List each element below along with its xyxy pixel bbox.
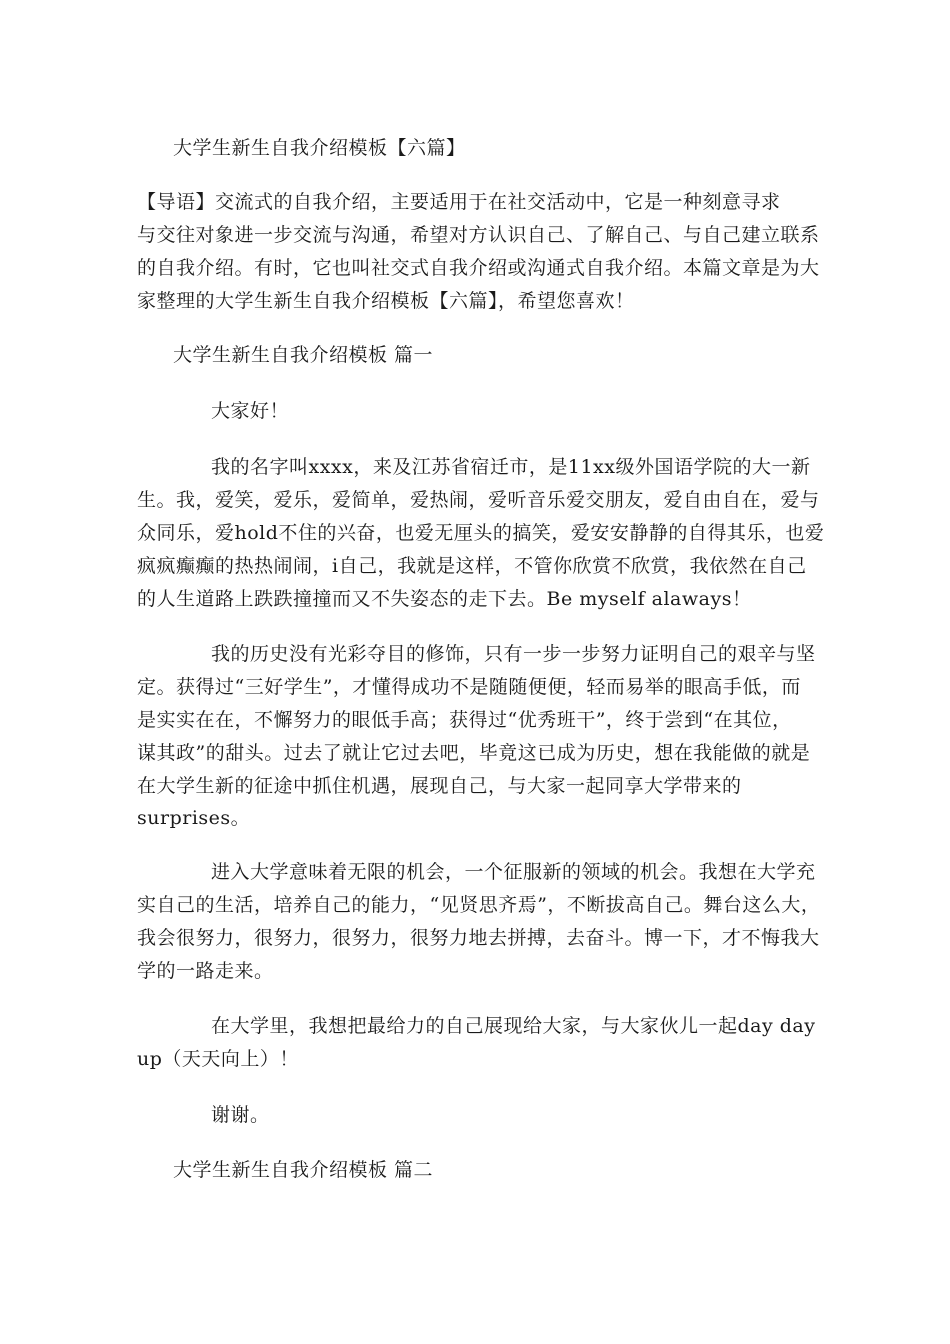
paragraph-line: 在大学生新的征途中抓住机遇，展现自己，与大家一起同享大学带来的 xyxy=(137,775,742,797)
intro-line: 与交往对象进一步交流与沟通，希望对方认识自己、了解自己、与自己建立联系 xyxy=(137,224,820,246)
paragraph-line: surprises。 xyxy=(137,807,251,829)
intro-line: 的自我介绍。有时，它也叫社交式自我介绍或沟通式自我介绍。本篇文章是为大 xyxy=(137,257,820,279)
section-heading: 大学生新生自我介绍模板 篇一 xyxy=(173,344,434,366)
greeting: 大家好！ xyxy=(211,400,290,422)
paragraph-line: 的人生道路上跌跌撞撞而又不失姿态的走下去。Be myself alaways！ xyxy=(137,588,752,610)
paragraph-line: 众同乐，爱hold不住的兴奋，也爱无厘头的搞笑，爱安安静静的自得其乐，也爱 xyxy=(137,522,825,544)
paragraph-line: 生。我，爱笑，爱乐，爱简单，爱热闹，爱听音乐爱交朋友，爱自由自在，爱与 xyxy=(137,489,820,511)
paragraph-line: 谋其政”的甜头。过去了就让它过去吧，毕竟这已成为历史，想在我能做的就是 xyxy=(137,742,811,764)
paragraph-line: 学的一路走来。 xyxy=(137,960,274,982)
thanks-line: 谢谢。 xyxy=(211,1104,270,1126)
paragraph-line: 我的历史没有光彩夺目的修饰，只有一步一步努力证明自己的艰辛与坚 xyxy=(211,643,816,665)
intro-line: 【导语】交流式的自我介绍，主要适用于在社交活动中，它是一种刻意寻求 xyxy=(137,191,781,213)
paragraph-line: 我的名字叫xxxx，来及江苏省宿迁市，是11xx级外国语学院的大一新 xyxy=(211,456,811,478)
paragraph-line: 实自己的生活，培养自己的能力，“见贤思齐焉”，不断拔高自己。舞台这么大， xyxy=(137,894,821,916)
section-heading: 大学生新生自我介绍模板 篇二 xyxy=(173,1159,434,1181)
intro-line: 家整理的大学生新生自我介绍模板【六篇】，希望您喜欢！ xyxy=(137,290,635,312)
paragraph-line: 疯疯癫癫的热热闹闹，i自己，我就是这样，不管你欣赏不欣赏，我依然在自己 xyxy=(137,555,807,577)
paragraph-line: 定。获得过“三好学生”，才懂得成功不是随随便便，轻而易举的眼高手低，而 xyxy=(137,676,801,698)
document-title: 大学生新生自我介绍模板【六篇】 xyxy=(173,137,466,159)
paragraph-line: 进入大学意味着无限的机会，一个征服新的领域的机会。我想在大学充 xyxy=(211,861,816,883)
paragraph-line: 在大学里，我想把最给力的自己展现给大家，与大家伙儿一起day day xyxy=(211,1015,816,1037)
paragraph-line: 我会很努力，很努力，很努力，很努力地去拼搏，去奋斗。博一下，才不悔我大 xyxy=(137,927,820,949)
paragraph-line: up（天天向上）！ xyxy=(137,1048,299,1070)
paragraph-line: 是实实在在，不懈努力的眼低手高；获得过“优秀班干”，终于尝到“在其位， xyxy=(137,709,792,731)
